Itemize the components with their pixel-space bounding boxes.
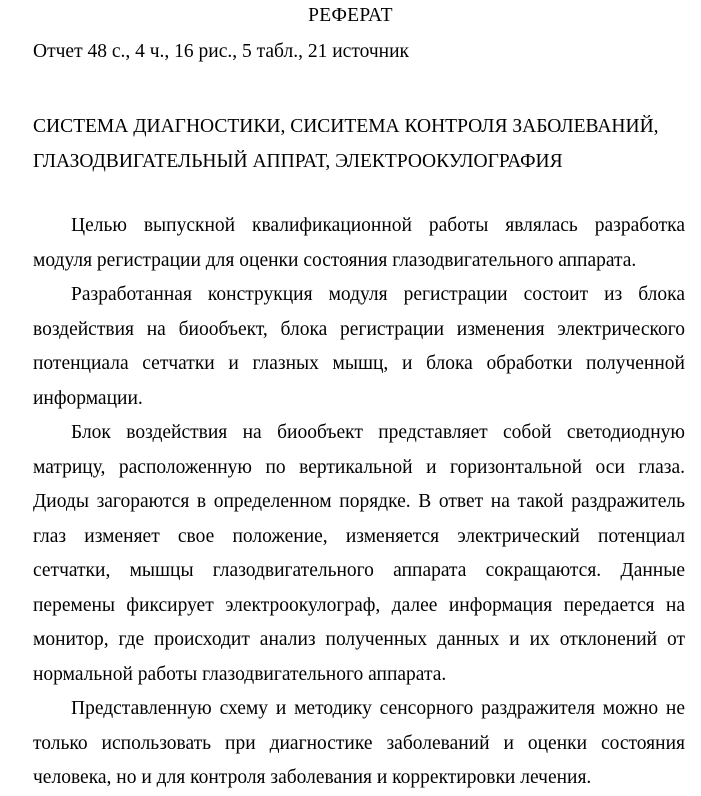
keywords-line-2: ГЛАЗОДВИГАТЕЛЬНЫЙ АППРАТ, ЭЛЕКТРООКУЛОГРАФИЯ — [33, 150, 563, 172]
keywords-line-1: СИСТЕМА ДИАГНОСТИКИ, СИСИТЕМА КОНТРОЛЯ ЗАБОЛЕВАНИЙ, — [33, 116, 659, 137]
keywords-block — [33, 110, 683, 179]
report-info: Отчет 48 с., 4 ч., 16 рис., 5 табл., 21 источник — [33, 41, 409, 62]
document-title: РЕФЕРАТ — [308, 5, 393, 26]
abstract-body — [33, 209, 685, 796]
paragraph-3: Блок воздействия на биообъект представляет собой светодиодную матрицу, расположенную по вертикальной и горизонтальной оси глаза. Диоды загораются в определенном порядке. В ответ на такой раздражитель глаз изменяет свое положение, изменяется электрический потенциал сетчатки, мышцы глазодвигательного аппарата сокращаются. Данные перемены фиксирует электроокулограф, далее информация передается на монитор, где происходит анализ полученных данных и их отклонений от нормальной работы глазодвигательного аппарата. — [33, 422, 685, 685]
paragraph-4: Представленную схему и методику сенсорного раздражителя можно не только использовать при диагностике заболеваний и оценки состояния человека, но и для контроля заболевания и корректировки лечения. — [33, 698, 685, 788]
paragraph-2: Разработанная конструкция модуля регистрации состоит из блока воздействия на биообъект, блока регистрации изменения электрического потенциала сетчатки и глазных мышц, и блока обработки полученной информации. — [33, 284, 685, 409]
paragraph-1: Целью выпускной квалификационной работы являлась разработка модуля регистрации для оценки состояния глазодвигательного аппарата. — [33, 215, 685, 271]
